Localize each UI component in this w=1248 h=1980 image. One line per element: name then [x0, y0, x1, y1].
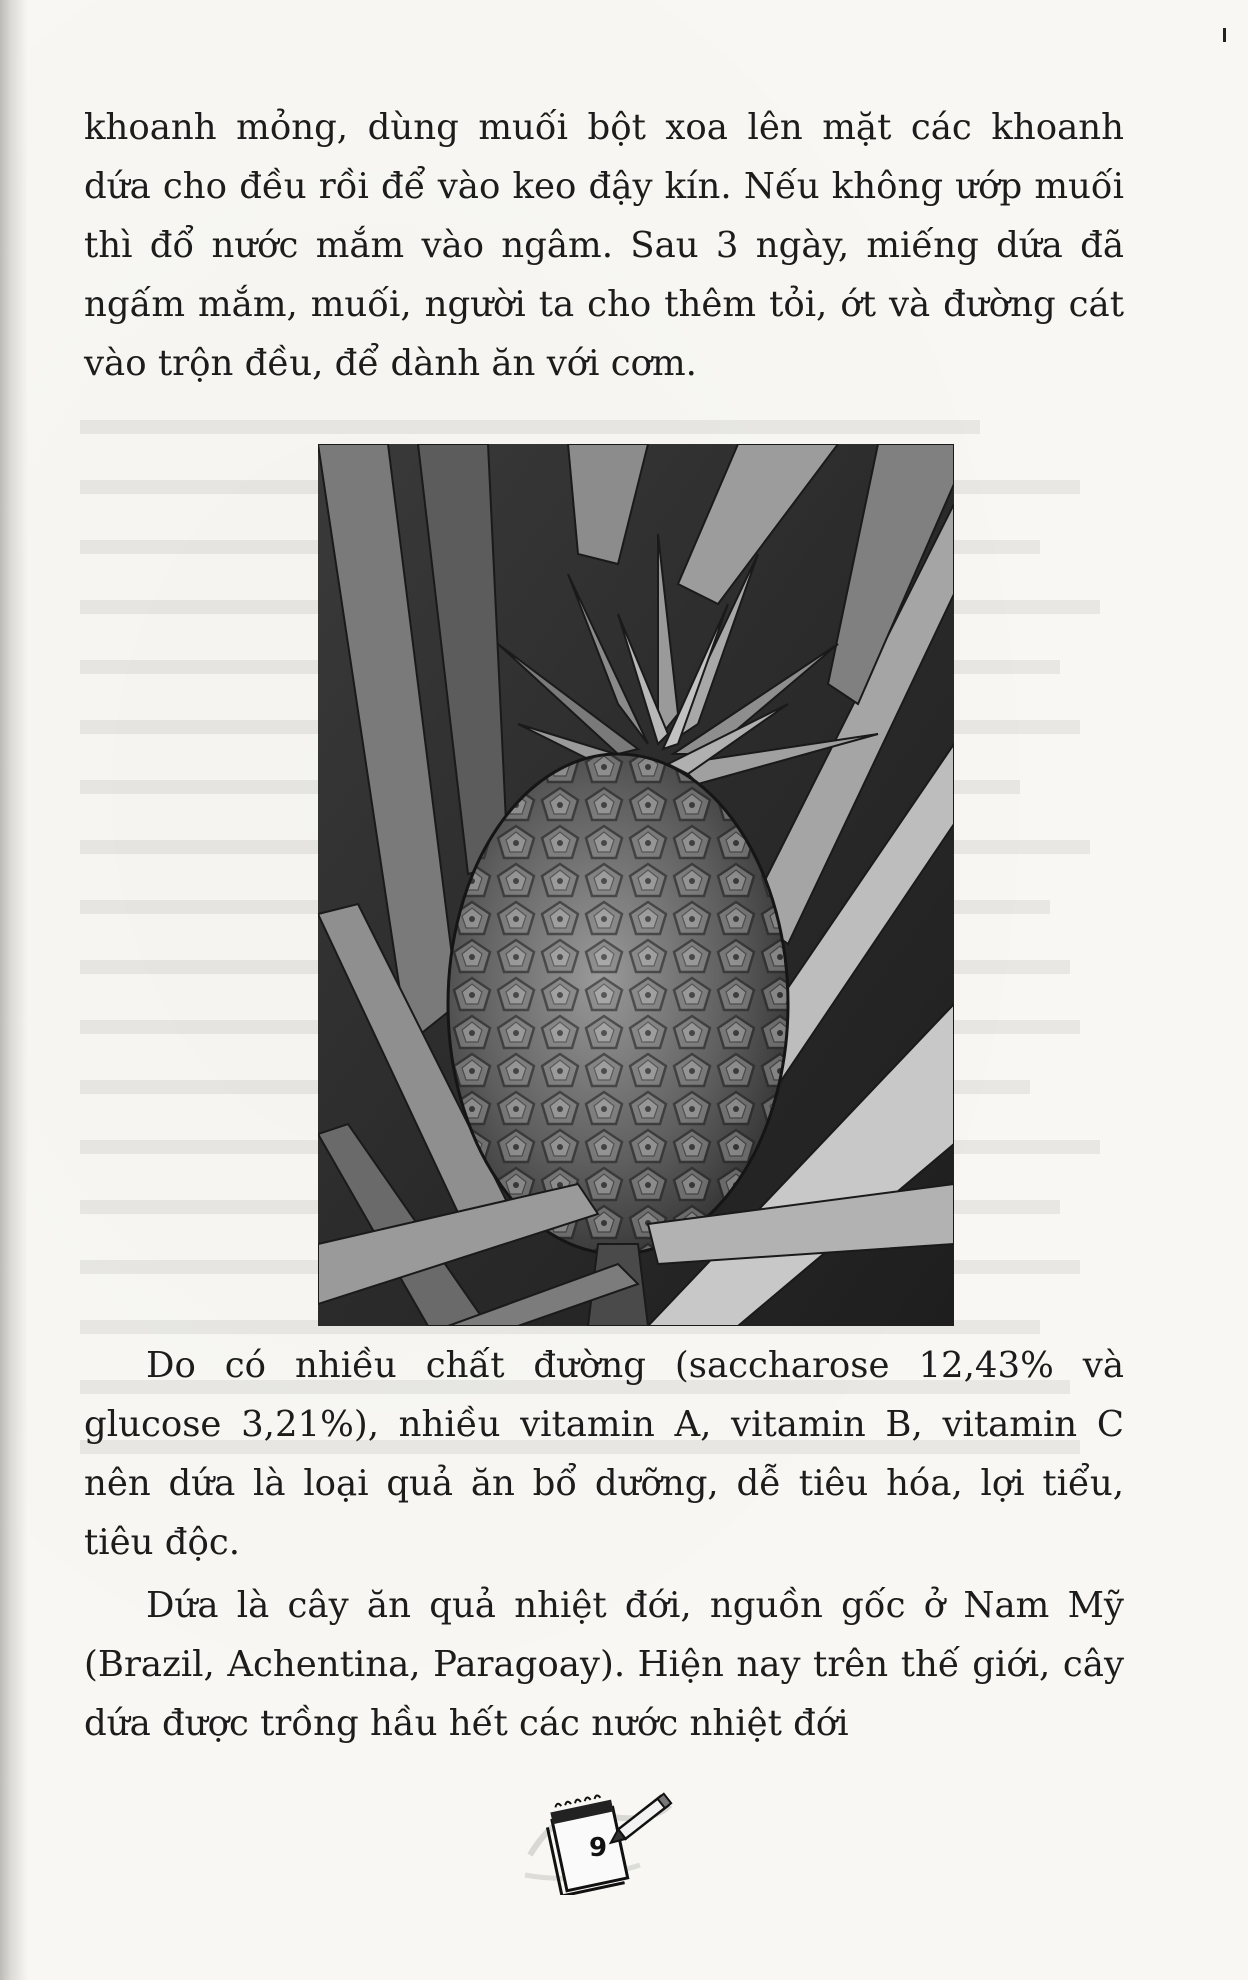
paragraph-pickled-pineapple: khoanh mỏng, dùng muối bột xoa lên mặt các khoanh dứa cho đều rồi để vào keo đậy kín. Nếu không ướp muối thì đổ nước mắm vào ngâm. Sau 3 ngày, miếng dứa đã ngấm mắm, muối, người ta cho thêm tỏi, ớt và đường cát vào trộn đều, để dành ăn với cơm. — [84, 107, 1124, 384]
text-block-top — [84, 98, 1124, 393]
page-number: 9 — [588, 1833, 608, 1863]
paragraph-origin: Dứa là cây ăn quả nhiệt đới, nguồn gốc ở Nam Mỹ (Brazil, Achentina, Paragoay). Hiện nay trên thế giới, cây dứa được trồng hầu hết các nước nhiệt đới — [84, 1585, 1124, 1744]
paragraph-nutrition: Do có nhiều chất đường (saccharose 12,43% và glucose 3,21%), nhiều vitamin A, vitamin B, vitamin C nên dứa là loại quả ăn bổ dưỡng, dễ tiêu hóa, lợi tiểu, tiêu độc. — [84, 1345, 1124, 1563]
binding-shadow — [0, 0, 28, 1980]
corner-mark — [1223, 28, 1226, 42]
text-block-bottom — [84, 1336, 1124, 1753]
pineapple-image — [318, 444, 954, 1326]
page-number-badge — [520, 1785, 680, 1895]
pineapple-photo — [318, 444, 954, 1326]
